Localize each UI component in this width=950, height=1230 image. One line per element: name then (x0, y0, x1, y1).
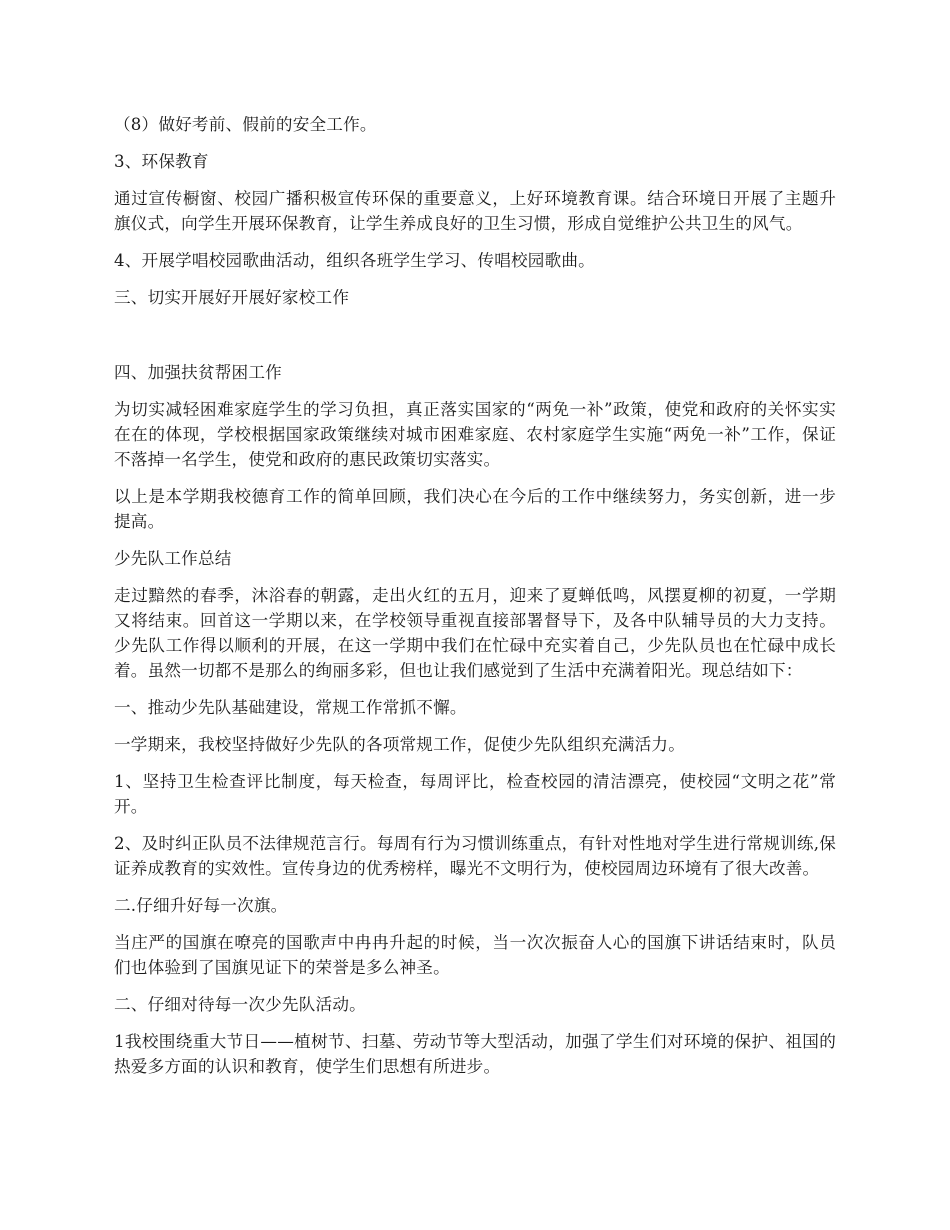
heading-young-pioneers-summary: 少先队工作总结 (114, 549, 232, 568)
paragraph-hygiene-inspection: 1、坚持卫生检查评比制度，每天检查，每周评比，检查校园的清洁漂亮，使校园“文明之花”常开。 (114, 772, 836, 816)
paragraph-poverty-assistance: 为切实减轻困难家庭学生的学习负担，真正落实国家的“两免一补”政策，使党和政府的关怀实实在在的体现，学校根据国家政策继续对城市困难家庭、农村家庭学生实施“两免一补”工作，保证不落掉一名学生，使党和政府的惠民政策切实落实。 (114, 400, 836, 469)
paragraph-environmental-education: 通过宣传橱窗、校园广播积极宣传环保的重要意义，上好环境教育课。结合环境日开展了主题升旗仪式，向学生开展环保教育，让学生养成良好的卫生习惯，形成自觉维护公共卫生的风气。 (114, 189, 836, 233)
section-spacer (114, 322, 836, 360)
document-page (114, 112, 836, 1091)
heading-home-school-work: 三、切实开展好开展好家校工作 (114, 288, 350, 307)
heading-flag-raising: 二.仔细升好每一次旗。 (114, 896, 288, 915)
paragraph-routine-work: 一学期来，我校坚持做好少先队的各项常规工作，促使少先队组织充满活力。 (114, 735, 685, 754)
heading-pioneer-activities: 二、仔细对待每一次少先队活动。 (114, 995, 366, 1014)
heading-basic-construction: 一、推动少先队基础建设，常规工作常抓不懈。 (114, 698, 467, 717)
paragraph-safety-before-exams: （8）做好考前、假前的安全工作。 (114, 115, 377, 134)
paragraph-semester-review: 以上是本学期我校德育工作的简单回顾，我们决心在今后的工作中继续努力，务实创新，进一步提高。 (114, 487, 836, 531)
paragraph-pioneers-intro: 走过黯然的春季，沐浴春的朝露，走出火红的五月，迎来了夏蝉低鸣，风摆夏柳的初夏，一学期又将结束。回首这一学期以来，在学校领导重视直接部署督导下，及各中队辅导员的大力支持。少先队工作得以顺利的开展，在这一学期中我们在忙碌中充实着自己，少先队员也在忙碌中成长着。虽然一切都不是那么的绚丽多彩，但也让我们感觉到了生活中充满着阳光。现总结如下： (114, 586, 836, 680)
paragraph-campus-songs: 4、开展学唱校园歌曲活动，组织各班学生学习、传唱校园歌曲。 (114, 251, 595, 270)
paragraph-behavior-correction: 2、及时纠正队员不法律规范言行。每周有行为习惯训练重点，有针对性地对学生进行常规训练,保证养成教育的实效性。宣传身边的优秀榜样，曝光不文明行为，使校园周边环境有了很大改善。 (114, 834, 836, 878)
heading-environmental-education: 3、环保教育 (114, 152, 209, 171)
heading-poverty-assistance: 四、加强扶贫帮困工作 (114, 363, 282, 382)
paragraph-flag-raising: 当庄严的国旗在嘹亮的国歌声中冉冉升起的时候，当一次次振奋人心的国旗下讲话结束时，队员们也体验到了国旗见证下的荣誉是多么神圣。 (114, 933, 836, 977)
paragraph-major-holidays: 1我校围绕重大节日——植树节、扫墓、劳动节等大型活动，加强了学生们对环境的保护、祖国的热爱多方面的认识和教育，使学生们思想有所进步。 (114, 1032, 836, 1076)
